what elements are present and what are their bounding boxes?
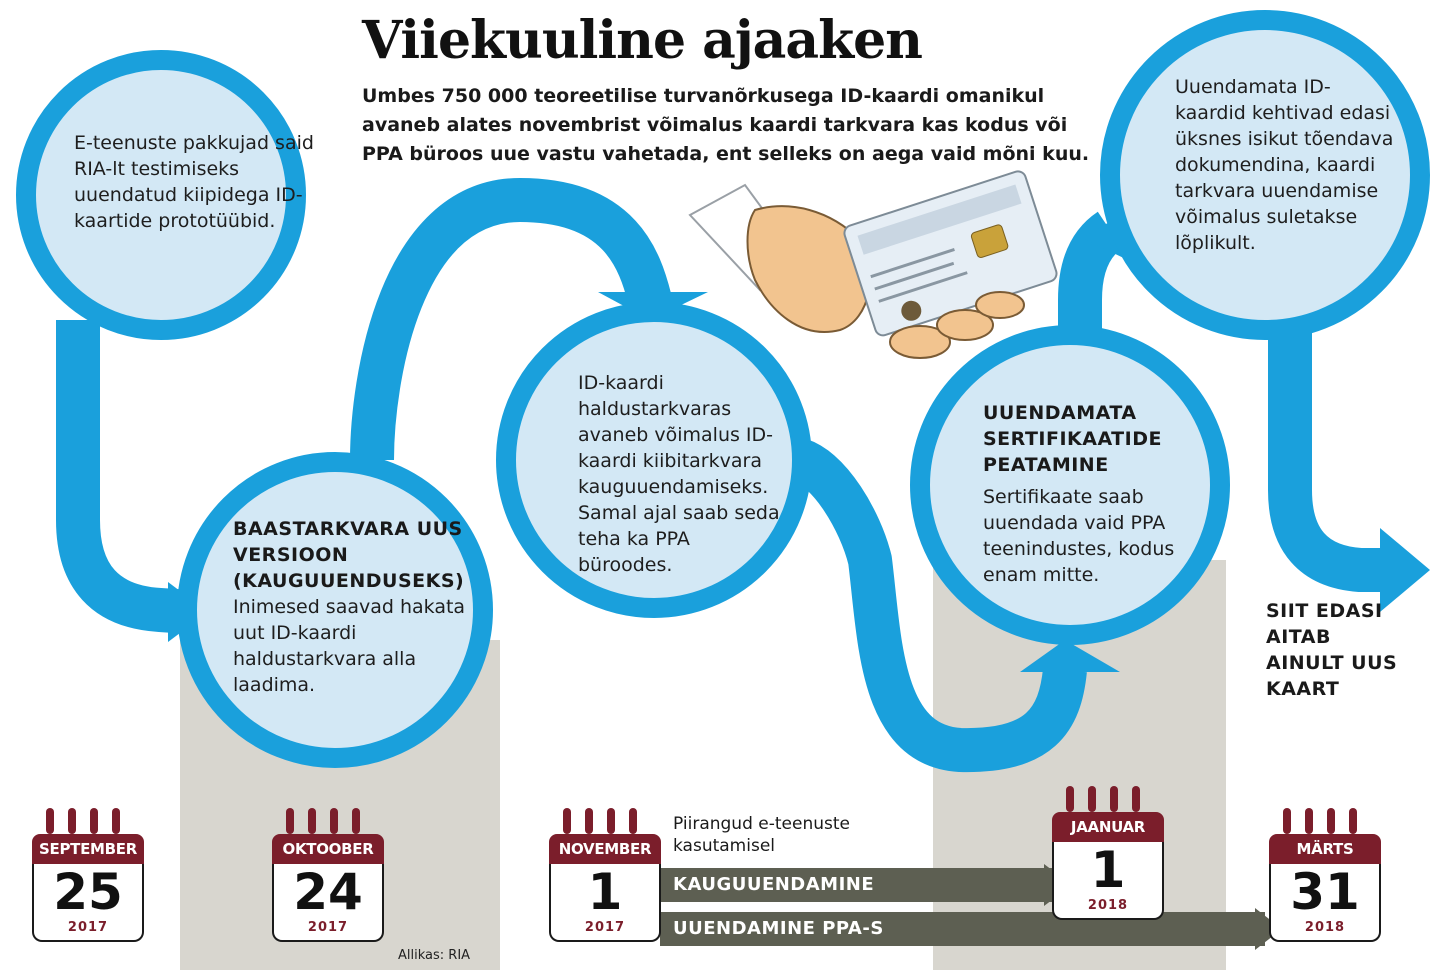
calendar-month: JAANUAR — [1052, 812, 1164, 842]
calendar-day: 1 — [587, 863, 623, 921]
calendar-day: 25 — [53, 863, 123, 921]
calendar-rings — [1269, 806, 1381, 834]
calendar-november — [549, 806, 661, 942]
calendar-day: 24 — [293, 863, 363, 921]
bubble-5-text: Uuendamata ID-kaardid kehtivad edasi üksnes isikut tõendava dokumendina, kaardi tarkvara uuendamise võimalus suletakse lõplikult. — [1175, 76, 1394, 254]
calendar-rings — [32, 806, 144, 834]
bubble-4 — [983, 400, 1188, 588]
bubble-4-text: Sertifikaate saab uuendada vaid PPA teenindustes, kodus enam mitte. — [983, 486, 1175, 586]
bubble-2-heading: BAASTARKVARA UUS VERSIOON (KAUGUUENDUSEKS) — [233, 518, 465, 592]
intro-text: Umbes 750 000 teoreetilise turvanõrkusega ID-kaardi omanikul avaneb alates novembrist võimalus kaardi tarkvara kas kodus või PPA büroos uue vastu vahetada, ent selleks on aega vaid mõni kuu. — [362, 85, 1090, 165]
source-note: Allikas: RIA — [398, 948, 471, 963]
calendar-year: 2018 — [1304, 920, 1346, 935]
calendar-oktoober — [272, 806, 384, 942]
bubble-4-heading: UUENDAMATA SERTIFIKAATIDE PEATAMINE — [983, 402, 1162, 476]
calendar-day: 31 — [1290, 863, 1360, 921]
calendar-year: 2017 — [307, 920, 349, 935]
calendar-month: MÄRTS — [1269, 834, 1381, 864]
calendar-marts — [1269, 806, 1381, 942]
calendar-rings — [549, 806, 661, 834]
calendar-year: 2017 — [584, 920, 626, 935]
id-card-illustration — [690, 169, 1059, 358]
calendar-year: 2017 — [67, 920, 109, 935]
bubble-1 — [74, 130, 319, 234]
bubble-3 — [578, 370, 783, 578]
bubble-2-text: Inimesed saavad hakata uut ID-kaardi haldustarkvara alla laadima. — [233, 596, 466, 696]
calendar-rings — [272, 806, 384, 834]
restrictions-label: Piirangud e-teenuste kasutamisel — [673, 814, 850, 856]
bubble-5 — [1175, 74, 1400, 256]
arrow-label-ppa: UUENDAMINE PPA-S — [673, 918, 884, 939]
bubble-2 — [233, 516, 473, 698]
calendar-rings — [1052, 784, 1164, 812]
calendar-day: 1 — [1090, 841, 1126, 899]
calendar-month: OKTOOBER — [272, 834, 384, 864]
calendar-year: 2018 — [1087, 898, 1129, 913]
bubble-1-text: E-teenuste pakkujad said RIA-lt testimiseks uuendatud kiipidega ID-kaartide prototüübid. — [74, 132, 314, 232]
bubble-3-text: ID-kaardi haldustarkvaras avaneb võimalus ID-kaardi kiibitarkvara kauguuendamiseks. Samal ajal saab seda teha ka PPA büroodes. — [578, 372, 780, 576]
calendar-month: SEPTEMBER — [32, 834, 144, 864]
calendar-month: NOVEMBER — [549, 834, 661, 864]
arrow-label-kauguuendamine: KAUGUUENDAMINE — [673, 874, 875, 895]
final-note: SIIT EDASI AITAB AINULT UUS KAART — [1266, 600, 1398, 700]
calendar-jaanuar — [1052, 784, 1164, 920]
page-title: Viiekuuline ajaaken — [362, 10, 922, 71]
calendar-september — [32, 806, 144, 942]
